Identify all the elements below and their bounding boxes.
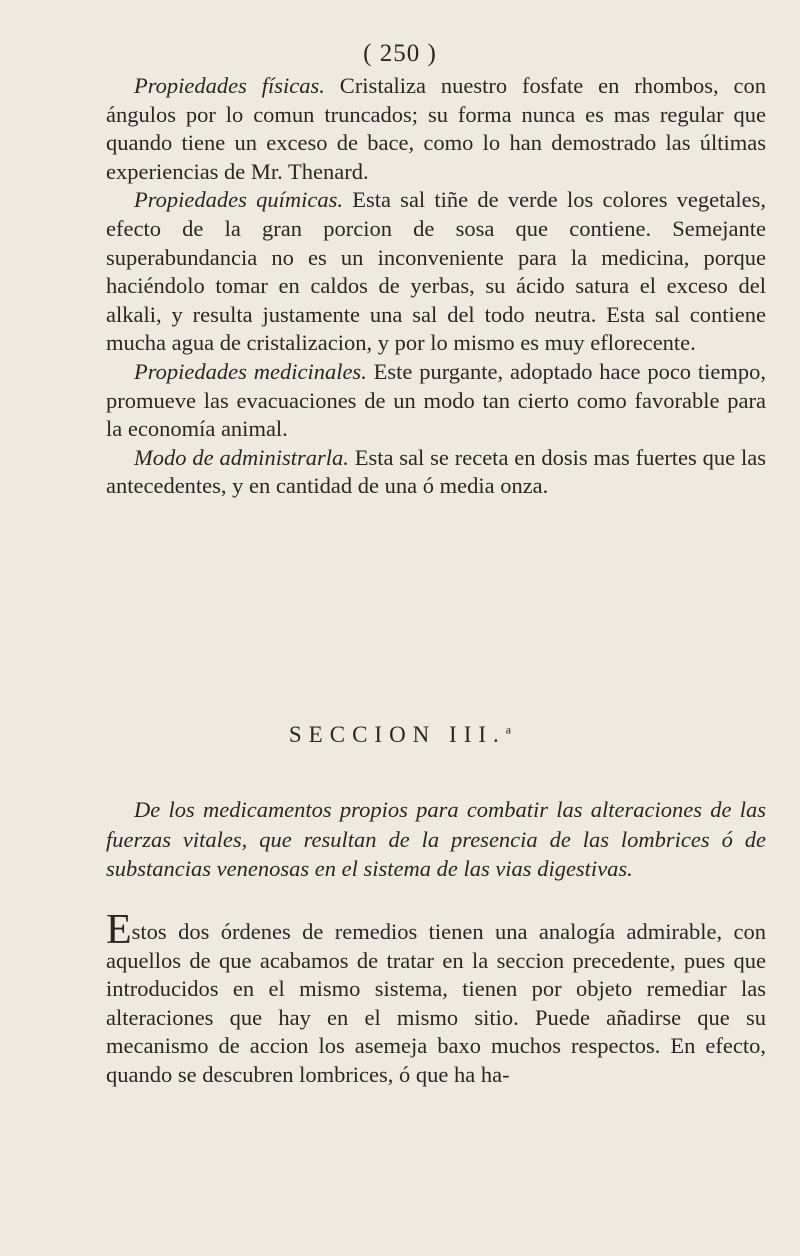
paragraph-text: Cristaliza nuestro fosfate en rhombos, con ángulos por lo comun truncados; su forma nunca es mas regular que quando tiene un exceso de bace, como lo han demostrado las últimas experiencias de Mr. Thenard. [106, 73, 766, 184]
paragraph-lead: Modo de administrarla. [134, 444, 349, 470]
page-number: ( 250 ) [363, 40, 437, 67]
paragraph-text: Este purgante, adoptado hace poco tiempo, promueve las evacuaciones de un modo tan cierto como favorable para la economía animal. [106, 358, 766, 442]
paragraph-lead: Propiedades físicas. [134, 73, 325, 98]
paragraph-text: Esta sal tiñe de verde los colores vegetales, efecto de la gran porcion de sosa que contiene. Semejante superabundancia no es un inconveniente para la medicina, porque haciéndolo tomar en caldos de yerbas, su ácido satura el exceso del alkali, y resulta justamente una sal del todo neutra. Esta sal contiene mucha agua de cristalizacion, y por lo mismo es muy eflorecente. [106, 187, 767, 356]
drop-cap: E [106, 907, 132, 953]
paragraph-physical-properties [106, 72, 766, 186]
paragraph-chemical-properties [106, 186, 766, 358]
paragraph-medicinal-properties [106, 358, 766, 444]
paragraph-lead: Propiedades medicinales. [134, 358, 367, 384]
section-heading [0, 722, 800, 748]
section-body-paragraph [106, 907, 766, 1090]
paragraph-administration [106, 444, 766, 501]
section-heading-superscript: a [505, 722, 512, 737]
section-heading-text: SECCION III. [288, 722, 506, 747]
section-subtitle: De los medicamentos propios para combatir las alteraciones de las fuerzas vitales, que resultan de la presencia de las lombrices ó de substancias venenosas en el sistema de las vias digestivas. [106, 797, 766, 881]
main-text-block [106, 72, 766, 501]
paragraph-lead: Propiedades químicas. [134, 187, 343, 213]
section-body-text: stos dos órdenes de remedios tienen una analogía admirable, con aquellos de que acabamos de tratar en la seccion precedente, pues que introducidos en el mismo sistema, tienen por objeto remediar las alteraciones que hay en el mismo sitio. Puede añadirse que su mecanismo de accion los asemeja baxo muchos respectos. En efecto, quando se descubren lombrices, ó que ha ha- [106, 919, 766, 1087]
paragraph-text: Esta sal se receta en dosis mas fuertes que las antecedentes, y en cantidad de una ó media onza. [106, 444, 766, 499]
